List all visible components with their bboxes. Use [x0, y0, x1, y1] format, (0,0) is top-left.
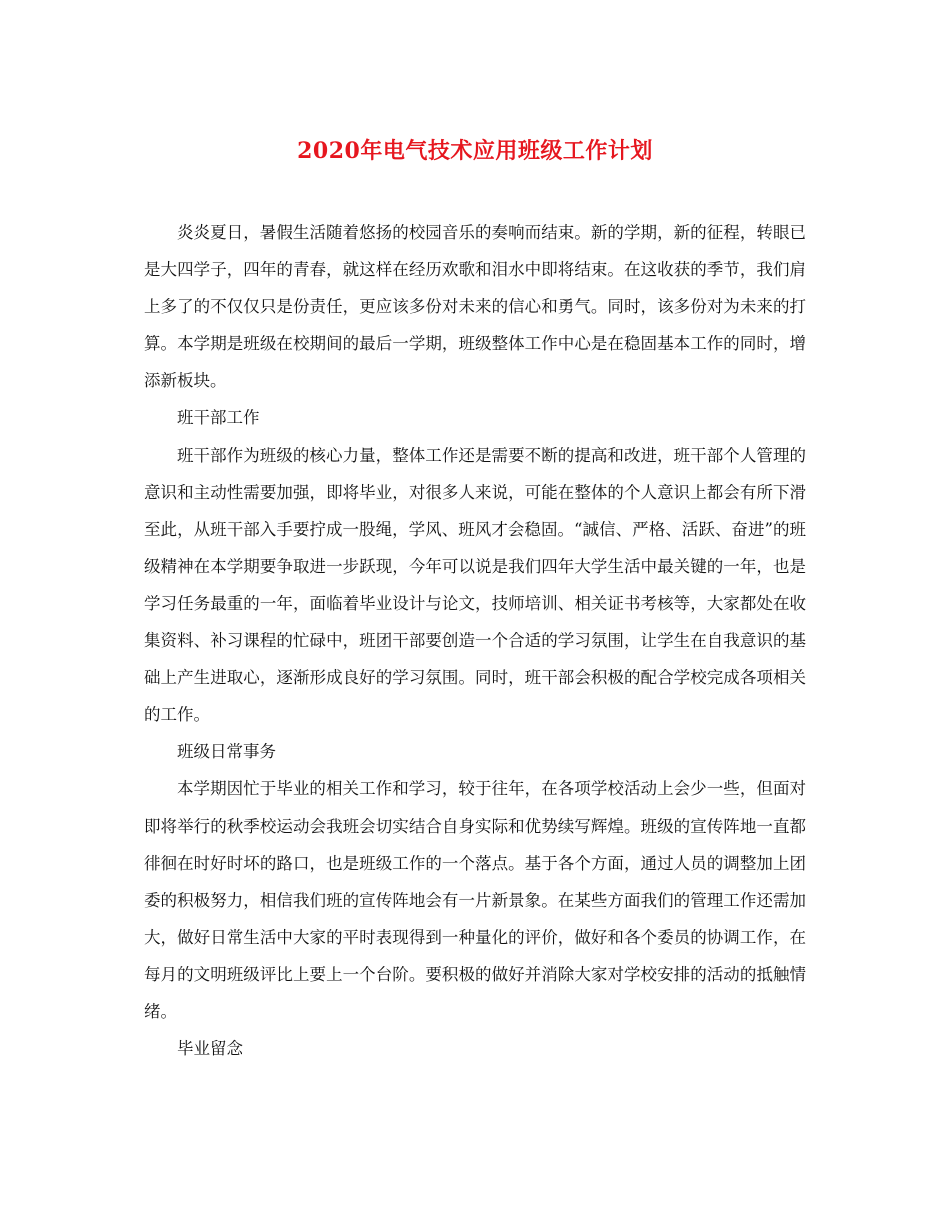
document-body [144, 214, 806, 1067]
document-title: 2020年电气技术应用班级工作计划 [297, 138, 653, 164]
paragraph-intro: 炎炎夏日，暑假生活随着悠扬的校园音乐的奏响而结束。新的学期，新的征程，转眼已是大四学子，四年的青春，就这样在经历欢歌和泪水中即将结束。在这收获的季节，我们肩上多了的不仅仅只是份责任，更应该多份对未来的信心和勇气。同时，该多份对为未来的打算。本学期是班级在校期间的最后一学期，班级整体工作中心是在稳固基本工作的同时，增添新板块。 [144, 223, 806, 391]
section-heading-class-cadres: 班干部工作 [177, 408, 260, 428]
paragraph-daily-affairs: 本学期因忙于毕业的相关工作和学习，较于往年，在各项学校活动上会少一些，但面对即将举行的秋季校运动会我班会切实结合自身实际和优势续写辉煌。班级的宣传阵地一直都徘徊在时好时坏的路口，也是班级工作的一个落点。基于各个方面，通过人员的调整加上团委的积极努力，相信我们班的宣传阵地会有一片新景象。在某些方面我们的管理工作还需加大，做好日常生活中大家的平时表现得到一种量化的评价，做好和各个委员的协调工作，在每月的文明班级评比上要上一个台阶。要积极的做好并消除大家对学校安排的活动的抵触情绪。 [144, 779, 806, 1021]
section-heading-daily-affairs: 班级日常事务 [177, 742, 276, 762]
section-heading-graduation-memento: 毕业留念 [177, 1039, 243, 1059]
paragraph-class-cadres: 班干部作为班级的核心力量，整体工作还是需要不断的提高和改进，班干部个人管理的意识和主动性需要加强，即将毕业，对很多人来说，可能在整体的个人意识上都会有所下滑至此，从班干部入手要拧成一股绳，学风、班风才会稳固。“誠信、严格、活跃、奋进”的班级精神在本学期要争取进一步跃现，今年可以说是我们四年大学生活中最关键的一年，也是学习任务最重的一年，面临着毕业设计与论文，技师培训、相关证书考核等，大家都处在收集资料、补习课程的忙碌中，班团干部要创造一个合适的学习氛围，让学生在自我意识的基础上产生进取心，逐渐形成良好的学习氛围。同时，班干部会积极的配合学校完成各项相关的工作。 [144, 445, 806, 725]
